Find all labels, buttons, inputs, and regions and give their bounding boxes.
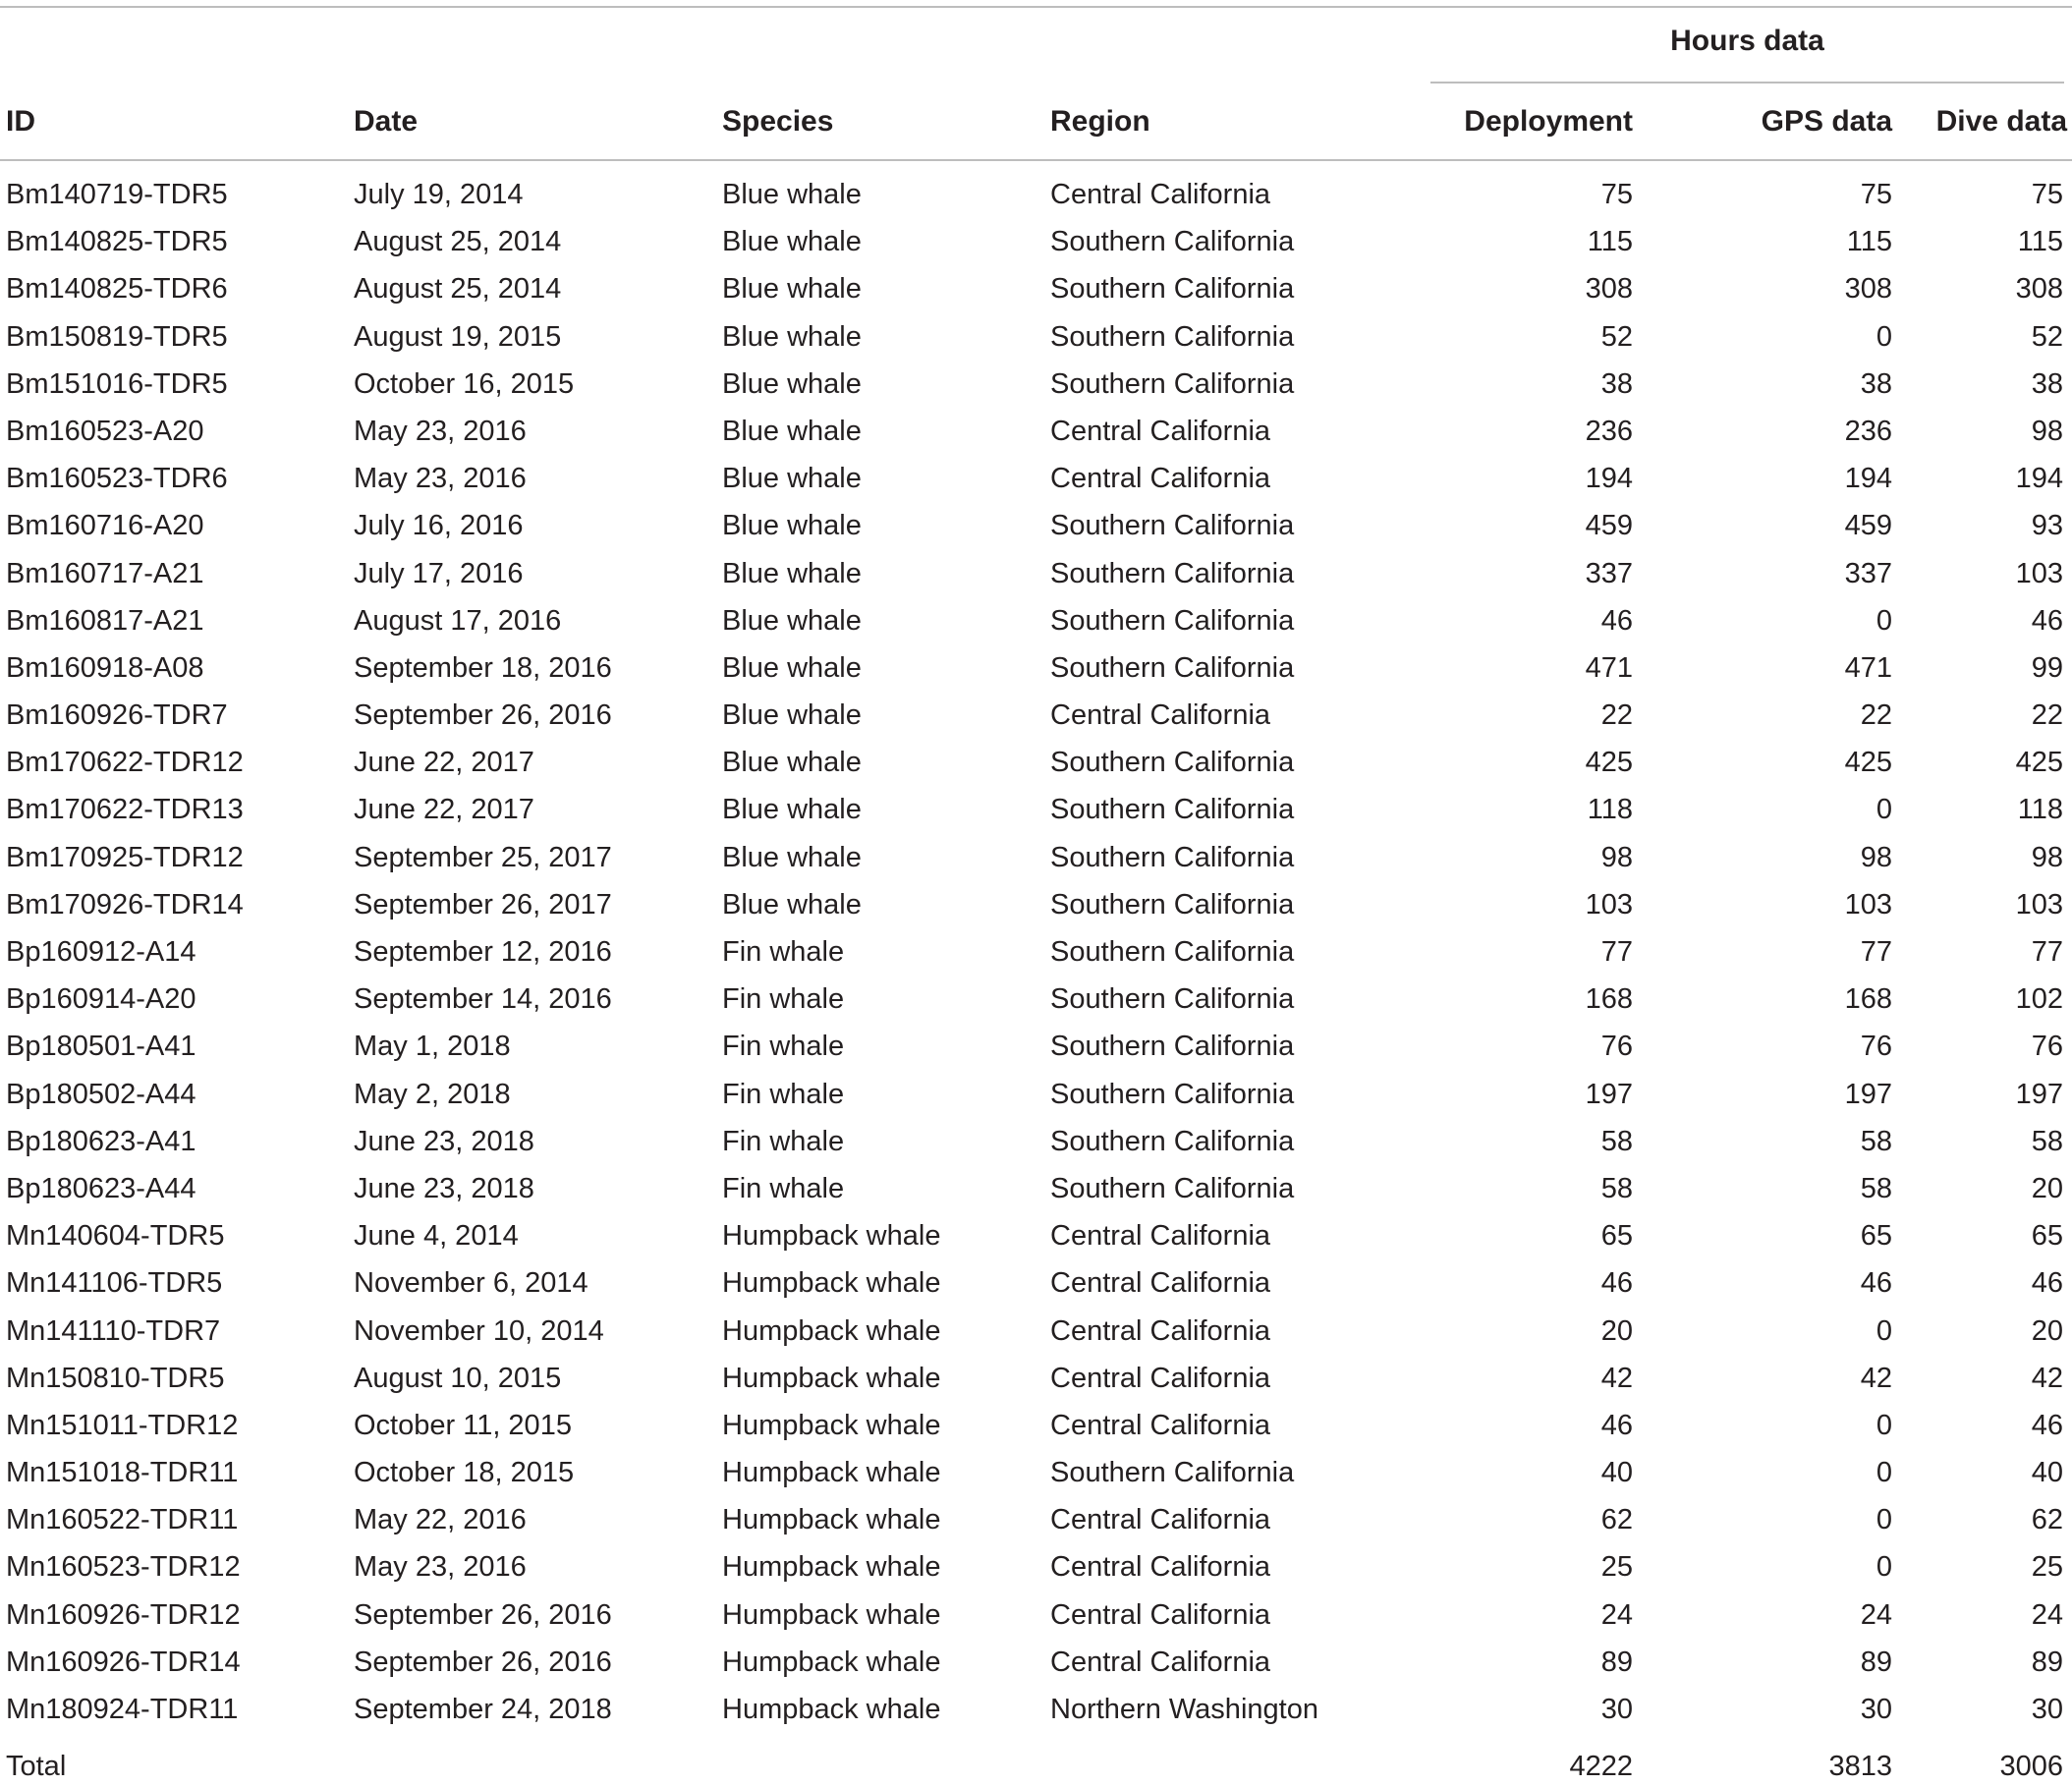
cell-id: Bp180502-A44 <box>6 1078 196 1110</box>
cell-gps-hours: 22 <box>1860 699 1892 732</box>
cell-gps-hours: 236 <box>1844 415 1892 447</box>
cell-id: Bm160717-A21 <box>6 557 204 589</box>
cell-date: September 24, 2018 <box>354 1694 612 1725</box>
cell-deployment-hours: 46 <box>1600 604 1633 637</box>
cell-id: Bm170926-TDR14 <box>6 888 244 921</box>
cell-species: Blue whale <box>722 888 862 921</box>
cell-gps-hours: 58 <box>1860 1125 1892 1157</box>
table-row <box>0 601 2072 648</box>
cell-date: September 14, 2016 <box>354 983 612 1016</box>
cell-id: Bp180623-A44 <box>6 1172 196 1204</box>
cell-deployment-hours: 77 <box>1600 936 1633 968</box>
cell-date: June 22, 2017 <box>354 794 534 826</box>
cell-species: Humpback whale <box>722 1267 941 1300</box>
cell-date: August 25, 2014 <box>354 226 562 258</box>
cell-id: Bm151016-TDR5 <box>6 367 228 400</box>
cell-id: Mn151018-TDR11 <box>6 1457 239 1489</box>
cell-region: Central California <box>1050 1314 1271 1347</box>
cell-gps-hours: 77 <box>1860 936 1892 968</box>
hours-data-group-header: Hours data <box>1670 25 1824 57</box>
cell-deployment-hours: 115 <box>1587 226 1633 258</box>
cell-gps-hours: 24 <box>1860 1598 1892 1631</box>
cell-dive-hours: 25 <box>2031 1551 2063 1584</box>
cell-date: July 16, 2016 <box>354 510 524 542</box>
cell-species: Humpback whale <box>722 1646 941 1678</box>
cell-gps-hours: 38 <box>1860 367 1892 400</box>
cell-gps-hours: 0 <box>1876 320 1892 353</box>
cell-dive-hours: 115 <box>2017 226 2063 258</box>
cell-id: Bm160817-A21 <box>6 604 204 637</box>
cell-species: Blue whale <box>722 415 862 447</box>
cell-id: Mn150810-TDR5 <box>6 1362 225 1394</box>
total-gps-hours: 3813 <box>1828 1751 1892 1783</box>
cell-region: Southern California <box>1050 841 1295 873</box>
table-row <box>0 838 2072 885</box>
cell-region: Southern California <box>1050 367 1295 400</box>
table-row <box>0 743 2072 790</box>
cell-date: September 26, 2017 <box>354 888 612 921</box>
cell-deployment-hours: 98 <box>1600 841 1633 873</box>
total-deployment-hours: 4222 <box>1569 1751 1633 1783</box>
cell-species: Blue whale <box>722 463 862 495</box>
cell-date: August 19, 2015 <box>354 320 562 353</box>
cell-dive-hours: 76 <box>2031 1031 2063 1063</box>
cell-deployment-hours: 62 <box>1600 1504 1633 1536</box>
cell-species: Humpback whale <box>722 1457 941 1489</box>
cell-region: Central California <box>1050 1646 1271 1678</box>
table-row <box>0 790 2072 837</box>
cell-dive-hours: 46 <box>2031 1409 2063 1441</box>
cell-deployment-hours: 46 <box>1600 1267 1633 1300</box>
cell-dive-hours: 58 <box>2031 1125 2063 1157</box>
cell-id: Mn141106-TDR5 <box>6 1267 223 1300</box>
cell-species: Blue whale <box>722 557 862 589</box>
table-row <box>0 648 2072 696</box>
cell-gps-hours: 0 <box>1876 1551 1892 1584</box>
header-rule <box>0 159 2072 161</box>
cell-species: Blue whale <box>722 367 862 400</box>
cell-deployment-hours: 65 <box>1600 1220 1633 1253</box>
cell-id: Bm160523-A20 <box>6 415 204 447</box>
cell-date: September 26, 2016 <box>354 1646 612 1678</box>
cell-species: Humpback whale <box>722 1409 941 1441</box>
cell-species: Blue whale <box>722 273 862 306</box>
cell-date: May 23, 2016 <box>354 1551 527 1584</box>
column-header-dive-data: Dive data <box>1935 105 2067 138</box>
cell-id: Bp160912-A14 <box>6 936 196 968</box>
cell-gps-hours: 58 <box>1860 1172 1892 1204</box>
cell-region: Central California <box>1050 1551 1271 1584</box>
column-header-id: ID <box>6 105 35 138</box>
cell-date: September 25, 2017 <box>354 841 612 873</box>
cell-region: Central California <box>1050 699 1271 732</box>
cell-id: Bp160914-A20 <box>6 983 196 1016</box>
cell-region: Northern Washington <box>1050 1694 1318 1725</box>
cell-date: July 19, 2014 <box>354 179 524 210</box>
cell-date: August 10, 2015 <box>354 1362 562 1394</box>
cell-date: November 6, 2014 <box>354 1267 588 1300</box>
table-row <box>0 1075 2072 1122</box>
table-row <box>0 269 2072 316</box>
table-body <box>0 175 2072 1784</box>
total-dive-hours: 3006 <box>1999 1751 2063 1783</box>
cell-region: Central California <box>1050 415 1271 447</box>
cell-species: Fin whale <box>722 1078 845 1110</box>
cell-deployment-hours: 25 <box>1600 1551 1633 1584</box>
table-row <box>0 1453 2072 1500</box>
cell-species: Fin whale <box>722 1125 845 1157</box>
cell-gps-hours: 197 <box>1844 1078 1892 1110</box>
column-header-region: Region <box>1050 105 1150 138</box>
table-row <box>0 412 2072 459</box>
cell-dive-hours: 98 <box>2031 841 2063 873</box>
cell-gps-hours: 471 <box>1844 651 1892 684</box>
cell-deployment-hours: 89 <box>1600 1646 1633 1678</box>
cell-dive-hours: 103 <box>2015 557 2063 589</box>
cell-region: Southern California <box>1050 510 1295 542</box>
cell-species: Fin whale <box>722 983 845 1016</box>
cell-gps-hours: 0 <box>1876 1457 1892 1489</box>
cell-date: July 17, 2016 <box>354 557 524 589</box>
table-row <box>0 1547 2072 1594</box>
table-row <box>0 364 2072 412</box>
cell-id: Bm160523-TDR6 <box>6 463 228 495</box>
cell-deployment-hours: 425 <box>1585 747 1633 779</box>
table-row <box>0 696 2072 743</box>
cell-date: May 2, 2018 <box>354 1078 511 1110</box>
cell-dive-hours: 102 <box>2015 983 2063 1016</box>
cell-dive-hours: 197 <box>2015 1078 2063 1110</box>
cell-region: Central California <box>1050 1220 1271 1253</box>
table-row <box>0 175 2072 222</box>
cell-gps-hours: 308 <box>1844 273 1892 306</box>
cell-date: September 26, 2016 <box>354 1598 612 1631</box>
cell-species: Blue whale <box>722 794 862 826</box>
cell-species: Blue whale <box>722 651 862 684</box>
cell-dive-hours: 98 <box>2031 415 2063 447</box>
table-row <box>0 1359 2072 1406</box>
cell-dive-hours: 62 <box>2031 1504 2063 1536</box>
cell-deployment-hours: 236 <box>1585 415 1633 447</box>
cell-dive-hours: 93 <box>2031 510 2063 542</box>
total-row <box>0 1737 2072 1784</box>
cell-species: Blue whale <box>722 841 862 873</box>
cell-species: Blue whale <box>722 604 862 637</box>
cell-id: Bm160926-TDR7 <box>6 699 228 732</box>
table-row <box>0 1595 2072 1643</box>
cell-region: Central California <box>1050 1267 1271 1300</box>
table-row <box>0 979 2072 1027</box>
cell-gps-hours: 30 <box>1860 1694 1892 1725</box>
cell-species: Blue whale <box>722 510 862 542</box>
cell-deployment-hours: 118 <box>1587 794 1633 826</box>
cell-deployment-hours: 308 <box>1585 273 1633 306</box>
cell-dive-hours: 194 <box>2015 463 2063 495</box>
cell-id: Mn160926-TDR12 <box>6 1598 241 1631</box>
cell-date: September 18, 2016 <box>354 651 612 684</box>
cell-gps-hours: 89 <box>1860 1646 1892 1678</box>
table-row <box>0 459 2072 506</box>
cell-species: Humpback whale <box>722 1504 941 1536</box>
cell-dive-hours: 77 <box>2031 936 2063 968</box>
cell-dive-hours: 30 <box>2031 1694 2063 1725</box>
cell-id: Bm170622-TDR13 <box>6 794 244 826</box>
cell-gps-hours: 337 <box>1844 557 1892 589</box>
cell-id: Mn160523-TDR12 <box>6 1551 241 1584</box>
cell-species: Blue whale <box>722 226 862 258</box>
table-row <box>0 1027 2072 1074</box>
cell-gps-hours: 0 <box>1876 1409 1892 1441</box>
cell-deployment-hours: 194 <box>1585 463 1633 495</box>
cell-deployment-hours: 46 <box>1600 1409 1633 1441</box>
cell-id: Bm140825-TDR6 <box>6 273 228 306</box>
cell-deployment-hours: 75 <box>1600 179 1633 210</box>
cell-gps-hours: 46 <box>1860 1267 1892 1300</box>
cell-region: Southern California <box>1050 936 1295 968</box>
cell-id: Bm170925-TDR12 <box>6 841 244 873</box>
cell-deployment-hours: 24 <box>1600 1598 1633 1631</box>
cell-dive-hours: 103 <box>2015 888 2063 921</box>
cell-region: Southern California <box>1050 1172 1295 1204</box>
cell-deployment-hours: 103 <box>1585 888 1633 921</box>
cell-gps-hours: 65 <box>1860 1220 1892 1253</box>
cell-region: Central California <box>1050 1362 1271 1394</box>
cell-deployment-hours: 197 <box>1585 1078 1633 1110</box>
cell-deployment-hours: 20 <box>1600 1314 1633 1347</box>
group-header-rule <box>1430 82 2064 84</box>
cell-id: Mn141110-TDR7 <box>6 1314 221 1347</box>
table-row <box>0 1122 2072 1169</box>
cell-species: Blue whale <box>722 320 862 353</box>
cell-id: Bp180623-A41 <box>6 1125 196 1157</box>
cell-region: Southern California <box>1050 604 1295 637</box>
cell-date: October 18, 2015 <box>354 1457 575 1489</box>
cell-dive-hours: 75 <box>2031 179 2063 210</box>
cell-region: Central California <box>1050 1504 1271 1536</box>
cell-region: Southern California <box>1050 557 1295 589</box>
cell-species: Humpback whale <box>722 1220 941 1253</box>
cell-id: Bm160918-A08 <box>6 651 204 684</box>
cell-id: Bp180501-A41 <box>6 1031 196 1063</box>
cell-species: Fin whale <box>722 1031 845 1063</box>
cell-species: Blue whale <box>722 179 862 210</box>
cell-species: Blue whale <box>722 699 862 732</box>
cell-deployment-hours: 471 <box>1585 651 1633 684</box>
cell-species: Humpback whale <box>722 1694 941 1725</box>
cell-dive-hours: 46 <box>2031 604 2063 637</box>
table-row <box>0 1643 2072 1690</box>
cell-date: September 26, 2016 <box>354 699 612 732</box>
table-row <box>0 1169 2072 1216</box>
cell-region: Southern California <box>1050 747 1295 779</box>
cell-id: Bm150819-TDR5 <box>6 320 228 353</box>
cell-region: Central California <box>1050 179 1271 210</box>
cell-region: Central California <box>1050 463 1271 495</box>
cell-gps-hours: 459 <box>1844 510 1892 542</box>
cell-id: Mn160926-TDR14 <box>6 1646 241 1678</box>
table-row <box>0 932 2072 979</box>
cell-species: Fin whale <box>722 936 845 968</box>
cell-deployment-hours: 459 <box>1585 510 1633 542</box>
column-header-species: Species <box>722 105 834 138</box>
cell-region: Southern California <box>1050 226 1295 258</box>
cell-date: August 25, 2014 <box>354 273 562 306</box>
table-row <box>0 222 2072 269</box>
cell-deployment-hours: 30 <box>1600 1694 1633 1725</box>
cell-region: Central California <box>1050 1598 1271 1631</box>
cell-region: Southern California <box>1050 983 1295 1016</box>
total-label: Total <box>6 1751 67 1783</box>
cell-date: June 22, 2017 <box>354 747 534 779</box>
cell-id: Mn160522-TDR11 <box>6 1504 239 1536</box>
cell-species: Humpback whale <box>722 1314 941 1347</box>
table-row <box>0 506 2072 553</box>
cell-deployment-hours: 58 <box>1600 1172 1633 1204</box>
cell-gps-hours: 98 <box>1860 841 1892 873</box>
cell-id: Bm140719-TDR5 <box>6 179 228 210</box>
cell-dive-hours: 118 <box>2017 794 2063 826</box>
cell-dive-hours: 425 <box>2015 747 2063 779</box>
cell-dive-hours: 65 <box>2031 1220 2063 1253</box>
cell-gps-hours: 425 <box>1844 747 1892 779</box>
cell-gps-hours: 0 <box>1876 794 1892 826</box>
cell-dive-hours: 308 <box>2015 273 2063 306</box>
cell-gps-hours: 194 <box>1844 463 1892 495</box>
cell-dive-hours: 52 <box>2031 320 2063 353</box>
cell-date: June 23, 2018 <box>354 1125 534 1157</box>
cell-deployment-hours: 42 <box>1600 1362 1633 1394</box>
cell-region: Southern California <box>1050 1457 1295 1489</box>
cell-date: May 23, 2016 <box>354 463 527 495</box>
cell-deployment-hours: 168 <box>1585 983 1633 1016</box>
cell-dive-hours: 20 <box>2031 1314 2063 1347</box>
table-row <box>0 554 2072 601</box>
cell-gps-hours: 76 <box>1860 1031 1892 1063</box>
cell-date: November 10, 2014 <box>354 1314 604 1347</box>
cell-id: Bm140825-TDR5 <box>6 226 228 258</box>
cell-date: October 16, 2015 <box>354 367 575 400</box>
cell-deployment-hours: 76 <box>1600 1031 1633 1063</box>
cell-date: October 11, 2015 <box>354 1409 572 1441</box>
cell-region: Southern California <box>1050 273 1295 306</box>
cell-dive-hours: 40 <box>2031 1457 2063 1489</box>
cell-deployment-hours: 40 <box>1600 1457 1633 1489</box>
table-row <box>0 1312 2072 1359</box>
cell-date: May 23, 2016 <box>354 415 527 447</box>
cell-deployment-hours: 52 <box>1600 320 1633 353</box>
cell-dive-hours: 89 <box>2031 1646 2063 1678</box>
cell-gps-hours: 103 <box>1844 888 1892 921</box>
table-row <box>0 1216 2072 1263</box>
cell-dive-hours: 46 <box>2031 1267 2063 1300</box>
cell-deployment-hours: 337 <box>1585 557 1633 589</box>
cell-id: Mn140604-TDR5 <box>6 1220 225 1253</box>
table-row <box>0 1406 2072 1453</box>
table-row <box>0 317 2072 364</box>
cell-dive-hours: 38 <box>2031 367 2063 400</box>
cell-gps-hours: 168 <box>1844 983 1892 1016</box>
table-row <box>0 1690 2072 1737</box>
table-row <box>0 1500 2072 1547</box>
cell-gps-hours: 0 <box>1876 604 1892 637</box>
cell-dive-hours: 24 <box>2031 1598 2063 1631</box>
table-row <box>0 1263 2072 1311</box>
column-header-date: Date <box>354 105 419 138</box>
cell-region: Southern California <box>1050 1078 1295 1110</box>
cell-date: May 1, 2018 <box>354 1031 511 1063</box>
cell-dive-hours: 42 <box>2031 1362 2063 1394</box>
cell-dive-hours: 20 <box>2031 1172 2063 1204</box>
cell-deployment-hours: 58 <box>1600 1125 1633 1157</box>
cell-date: June 4, 2014 <box>354 1220 519 1253</box>
cell-gps-hours: 0 <box>1876 1314 1892 1347</box>
cell-species: Humpback whale <box>722 1598 941 1631</box>
cell-region: Central California <box>1050 1409 1271 1441</box>
cell-date: September 12, 2016 <box>354 936 612 968</box>
cell-deployment-hours: 22 <box>1600 699 1633 732</box>
cell-region: Southern California <box>1050 1125 1295 1157</box>
cell-species: Fin whale <box>722 1172 845 1204</box>
cell-id: Mn180924-TDR11 <box>6 1694 239 1725</box>
cell-dive-hours: 99 <box>2031 651 2063 684</box>
cell-region: Southern California <box>1050 888 1295 921</box>
column-header-gps-data: GPS data <box>1761 105 1892 138</box>
cell-gps-hours: 42 <box>1860 1362 1892 1394</box>
cell-gps-hours: 75 <box>1860 179 1892 210</box>
cell-id: Bm170622-TDR12 <box>6 747 244 779</box>
cell-species: Humpback whale <box>722 1551 941 1584</box>
cell-deployment-hours: 38 <box>1600 367 1633 400</box>
cell-gps-hours: 115 <box>1846 226 1892 258</box>
cell-date: August 17, 2016 <box>354 604 562 637</box>
column-header-deployment: Deployment <box>1464 105 1633 138</box>
cell-id: Bm160716-A20 <box>6 510 204 542</box>
table-row <box>0 885 2072 932</box>
cell-id: Mn151011-TDR12 <box>6 1409 239 1441</box>
cell-date: May 22, 2016 <box>354 1504 527 1536</box>
cell-species: Blue whale <box>722 747 862 779</box>
cell-region: Southern California <box>1050 794 1295 826</box>
cell-date: June 23, 2018 <box>354 1172 534 1204</box>
cell-gps-hours: 0 <box>1876 1504 1892 1536</box>
cell-species: Humpback whale <box>722 1362 941 1394</box>
cell-region: Southern California <box>1050 651 1295 684</box>
cell-region: Southern California <box>1050 1031 1295 1063</box>
cell-region: Southern California <box>1050 320 1295 353</box>
cell-dive-hours: 22 <box>2031 699 2063 732</box>
top-rule <box>0 6 2072 8</box>
